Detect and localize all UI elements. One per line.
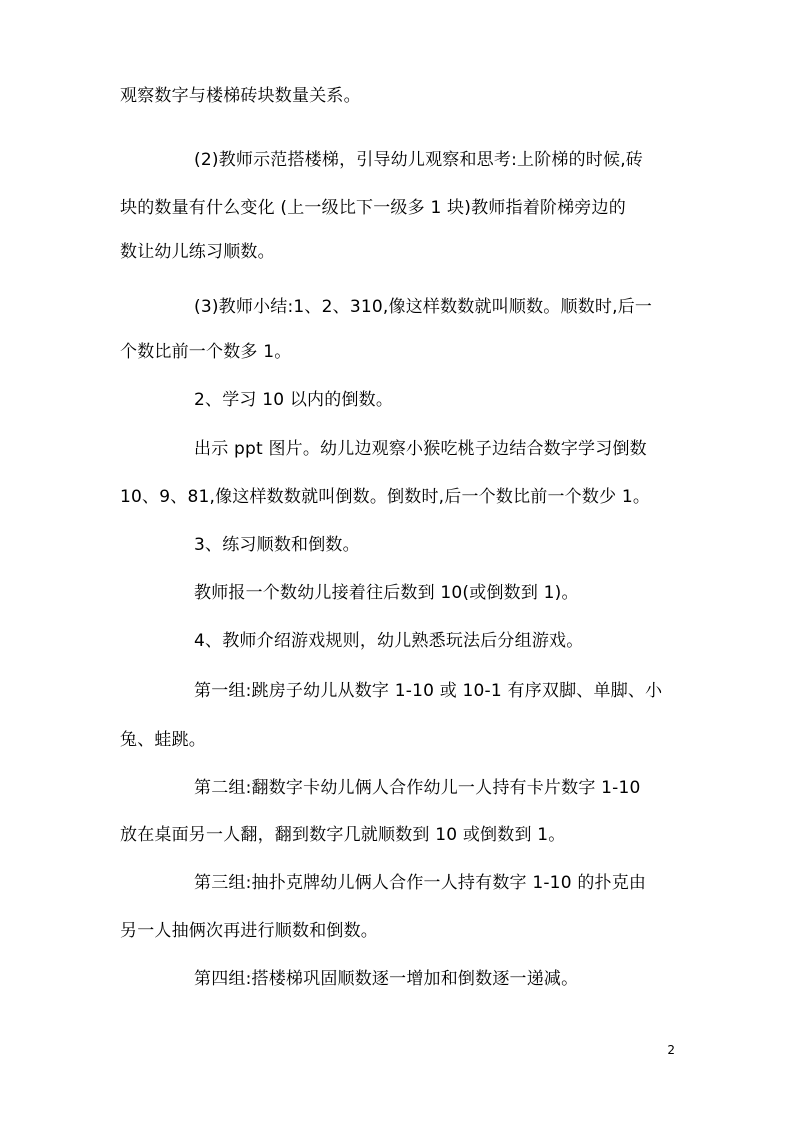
text-line-8: 出示 ppt 图片。幼儿边观察小猴吃桃子边结合数字学习倒数 (194, 439, 647, 459)
text-line-18: 另一人抽俩次再进行顺数和倒数。 (120, 921, 378, 941)
text-line-10: 3、练习顺数和倒数。 (194, 535, 360, 555)
text-line-19: 第四组:搭楼梯巩固顺数逐一增加和倒数逐一递减。 (194, 969, 579, 989)
text-line-15: 第二组:翻数字卡幼儿俩人合作幼儿一人持有卡片数字 1-10 (194, 778, 641, 798)
text-line-5: (3)教师小结:1、2、310,像这样数数就叫顺数。顺数时,后一 (194, 297, 653, 317)
text-line-14: 兔、蛙跳。 (120, 730, 206, 750)
text-line-16: 放在桌面另一人翻，翻到数字几就顺数到 10 或倒数到 1。 (120, 825, 566, 845)
text-line-9: 10、9、81,像这样数数就叫倒数。倒数时,后一个数比前一个数少 1。 (120, 487, 651, 507)
text-line-17: 第三组:抽扑克牌幼儿俩人合作一人持有数字 1-10 的扑克由 (194, 873, 647, 893)
text-line-11: 教师报一个数幼儿接着往后数到 10(或倒数到 1)。 (194, 583, 579, 603)
text-line-12: 4、教师介绍游戏规则，幼儿熟悉玩法后分组游戏。 (194, 631, 584, 651)
text-line-1: 观察数字与楼梯砖块数量关系。 (120, 86, 361, 106)
text-line-3: 块的数量有什么变化 (上一级比下一级多 1 块)教师指着阶梯旁边的 (120, 198, 626, 218)
text-line-2: (2)教师示范搭楼梯，引导幼儿观察和思考:上阶梯的时候,砖 (194, 150, 644, 170)
page-number: 2 (667, 1043, 675, 1057)
text-line-13: 第一组:跳房子幼儿从数字 1-10 或 10-1 有序双脚、单脚、小 (194, 681, 663, 701)
text-line-4: 数让幼儿练习顺数。 (120, 242, 275, 262)
text-line-7: 2、学习 10 以内的倒数。 (194, 390, 394, 410)
text-line-6: 个数比前一个数多 1。 (120, 342, 292, 362)
